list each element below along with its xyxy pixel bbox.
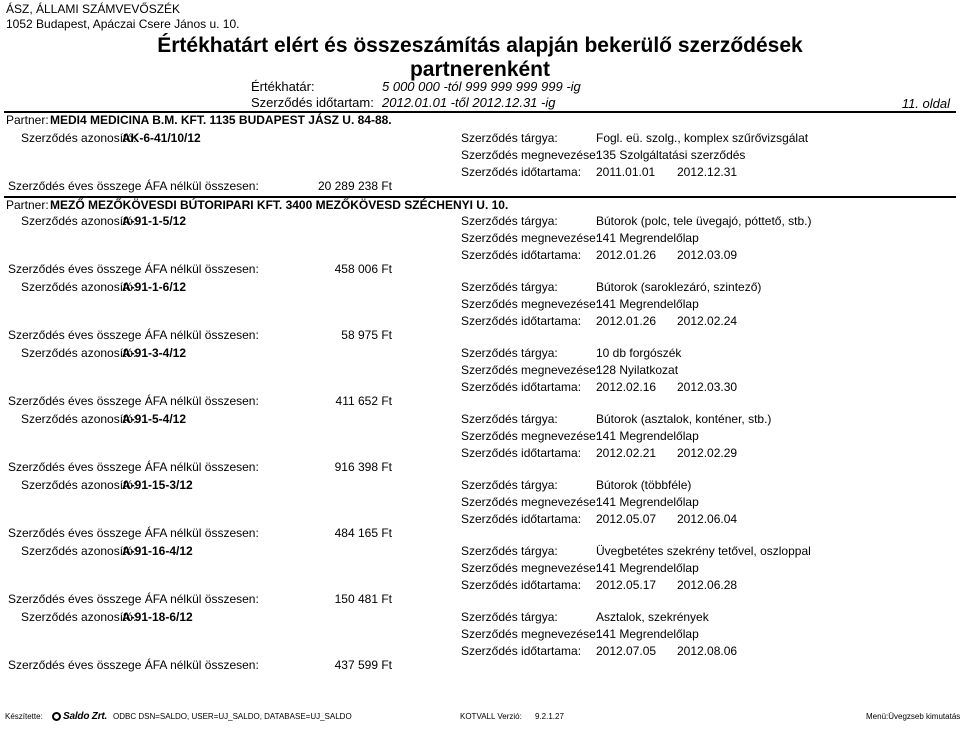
contract-start-date: 2012.05.17	[596, 578, 657, 592]
annual-total-amount: 484 165 Ft	[334, 526, 392, 540]
contract-name: 141 Megrendelőlap	[596, 297, 699, 311]
contract-name: 141 Megrendelőlap	[596, 627, 699, 641]
contract-subject-label: Szerződés tárgya:	[461, 346, 558, 360]
module-version-label: KOTVALL Verzió:	[460, 712, 522, 721]
organization-address: 1052 Budapest, Apáczai Csere János u. 10.	[6, 17, 240, 31]
contract-id-label: Szerződés azonosító:	[21, 610, 137, 624]
contract-id-label: Szerződés azonosító:	[21, 478, 137, 492]
contract-end-date: 2012.02.24	[677, 314, 738, 328]
contract-start-date: 2012.07.05	[596, 644, 657, 658]
contract-end-date: 2012.06.28	[677, 578, 738, 592]
contract-end-date: 2012.12.31	[677, 165, 738, 179]
contract-end-date: 2012.08.06	[677, 644, 738, 658]
contract-duration-label: Szerződés időtartama:	[461, 380, 582, 394]
contract-subject-label: Szerződés tárgya:	[461, 610, 558, 624]
contract-start-date: 2012.01.26	[596, 314, 657, 328]
contract-subject: Bútorok (polc, tele üvegajó, póttető, stb.)	[596, 214, 812, 228]
annual-total-amount: 458 006 Ft	[334, 262, 392, 276]
contract-end-date: 2012.03.30	[677, 380, 738, 394]
partner-name: MEDI4 MEDICINA B.M. KFT. 1135 BUDAPEST JÁSZ U. 84-88.	[50, 113, 392, 127]
contract-start-date: 2012.02.21	[596, 446, 657, 460]
value-limit: 5 000 000 -tól 999 999 999 999 -ig	[382, 79, 581, 94]
period-label: Szerződés időtartam:	[251, 95, 374, 110]
contract-subject: 10 db forgószék	[596, 346, 682, 360]
annual-total-amount: 150 481 Ft	[334, 592, 392, 606]
contract-duration-label: Szerződés időtartama:	[461, 446, 582, 460]
contract-id: A-91-15-3/12	[122, 478, 193, 492]
contract-name: 141 Megrendelőlap	[596, 561, 699, 575]
contract-name: 135 Szolgáltatási szerződés	[596, 148, 746, 162]
annual-total-label: Szerződés éves összege ÁFA nélkül összesen:	[8, 179, 259, 193]
value-limit-label: Értékhatár:	[251, 79, 315, 94]
contract-id: A-91-16-4/12	[122, 544, 193, 558]
annual-total-label: Szerződés éves összege ÁFA nélkül összesen:	[8, 592, 259, 606]
contract-subject-label: Szerződés tárgya:	[461, 412, 558, 426]
partner-label: Partner:	[6, 198, 49, 212]
contract-name-label: Szerződés megnevezése:	[461, 627, 600, 641]
contract-start-date: 2012.05.07	[596, 512, 657, 526]
contract-subject: Asztalok, szekrények	[596, 610, 709, 624]
contract-id: A-91-5-4/12	[122, 412, 187, 426]
contract-start-date: 2012.01.26	[596, 248, 657, 262]
contract-id-label: Szerződés azonosító:	[21, 131, 137, 145]
contract-end-date: 2012.06.04	[677, 512, 738, 526]
period-value: 2012.01.01 -től 2012.12.31 -ig	[382, 95, 556, 110]
contract-duration-label: Szerződés időtartama:	[461, 512, 582, 526]
partner-name: MEZŐ MEZŐKÖVESDI BÚTORIPARI KFT. 3400 MEZŐKÖVESD SZÉCHENYI U. 10.	[50, 198, 509, 212]
contract-id-label: Szerződés azonosító:	[21, 412, 137, 426]
contract-id-label: Szerződés azonosító:	[21, 214, 137, 228]
annual-total-amount: 437 599 Ft	[334, 658, 392, 672]
contract-name-label: Szerződés megnevezése:	[461, 561, 600, 575]
page-number: 11. oldal	[901, 96, 950, 111]
contract-name-label: Szerződés megnevezése:	[461, 231, 600, 245]
annual-total-label: Szerződés éves összege ÁFA nélkül összesen:	[8, 328, 259, 342]
version-number: 9.2.1.27	[535, 712, 564, 721]
connection-info: ODBC DSN=SALDO, USER=UJ_SALDO, DATABASE=UJ_SALDO	[113, 712, 352, 721]
contract-subject: Fogl. eü. szolg., komplex szűrővizsgálat	[596, 131, 809, 145]
contract-subject-label: Szerződés tárgya:	[461, 280, 558, 294]
contract-id-label: Szerződés azonosító:	[21, 280, 137, 294]
contract-name-label: Szerződés megnevezése:	[461, 363, 600, 377]
contract-id: A-91-18-6/12	[122, 610, 193, 624]
contract-subject-label: Szerződés tárgya:	[461, 214, 558, 228]
contract-subject: Bútorok (többféle)	[596, 478, 692, 492]
report-title: Értékhatárt elért és összeszámítás alapján bekerülő szerződések	[157, 34, 803, 57]
contract-start-date: 2011.01.01	[596, 165, 656, 179]
organization-header	[6, 2, 240, 32]
contract-id-label: Szerződés azonosító:	[21, 346, 137, 360]
contract-name: 141 Megrendelőlap	[596, 231, 699, 245]
contract-id: A-91-3-4/12	[122, 346, 187, 360]
contract-id: A-91-1-5/12	[122, 214, 187, 228]
contract-name: 141 Megrendelőlap	[596, 429, 699, 443]
annual-total-label: Szerződés éves összege ÁFA nélkül összesen:	[8, 394, 259, 408]
contract-subject-label: Szerződés tárgya:	[461, 544, 558, 558]
saldo-logo-icon	[52, 712, 61, 721]
contract-duration-label: Szerződés időtartama:	[461, 165, 582, 179]
annual-total-amount: 58 975 Ft	[341, 328, 392, 342]
menu-info: Menü:Üvegzseb kimutatás	[866, 712, 960, 721]
prepared-by-label: Készítette:	[5, 712, 43, 721]
contract-name-label: Szerződés megnevezése:	[461, 429, 600, 443]
annual-total-amount: 916 398 Ft	[334, 460, 392, 474]
annual-total-amount: 20 289 238 Ft	[317, 179, 392, 193]
annual-total-label: Szerződés éves összege ÁFA nélkül összesen:	[8, 526, 259, 540]
annual-total-amount: 411 652 Ft	[335, 394, 392, 408]
contract-subject-label: Szerződés tárgya:	[461, 131, 558, 145]
contract-subject-label: Szerződés tárgya:	[461, 478, 558, 492]
contract-end-date: 2012.03.09	[677, 248, 738, 262]
contract-subject: Üvegbetétes szekrény tetővel, oszloppal	[596, 544, 811, 558]
contract-subject: Bútorok (asztalok, konténer, stb.)	[596, 412, 772, 426]
annual-total-label: Szerződés éves összege ÁFA nélkül összesen:	[8, 460, 259, 474]
contract-id-label: Szerződés azonosító:	[21, 544, 137, 558]
contract-name-label: Szerződés megnevezése:	[461, 495, 600, 509]
contract-id: A-91-1-6/12	[122, 280, 187, 294]
report-title-line2: partnerenként	[409, 58, 551, 81]
contract-duration-label: Szerződés időtartama:	[461, 644, 582, 658]
contract-name: 141 Megrendelőlap	[596, 495, 699, 509]
contract-name-label: Szerződés megnevezése:	[461, 148, 600, 162]
contract-end-date: 2012.02.29	[677, 446, 738, 460]
contract-duration-label: Szerződés időtartama:	[461, 314, 582, 328]
contract-duration-label: Szerződés időtartama:	[461, 248, 582, 262]
saldo-logo	[52, 711, 107, 722]
contract-name: 128 Nyilatkozat	[596, 363, 679, 377]
contract-duration-label: Szerződés időtartama:	[461, 578, 582, 592]
organization-name: ÁSZ, ÁLLAMI SZÁMVEVŐSZÉK	[6, 2, 181, 16]
contract-name-label: Szerződés megnevezése:	[461, 297, 600, 311]
partner-label: Partner:	[6, 113, 49, 127]
saldo-logo-text: Saldo Zrt.	[63, 711, 108, 722]
annual-total-label: Szerződés éves összege ÁFA nélkül összesen:	[8, 658, 259, 672]
contract-id: AK-6-41/10/12	[122, 131, 201, 145]
annual-total-label: Szerződés éves összege ÁFA nélkül összesen:	[8, 262, 259, 276]
contract-start-date: 2012.02.16	[596, 380, 657, 394]
contract-subject: Bútorok (saroklezáró, szintező)	[596, 280, 762, 294]
